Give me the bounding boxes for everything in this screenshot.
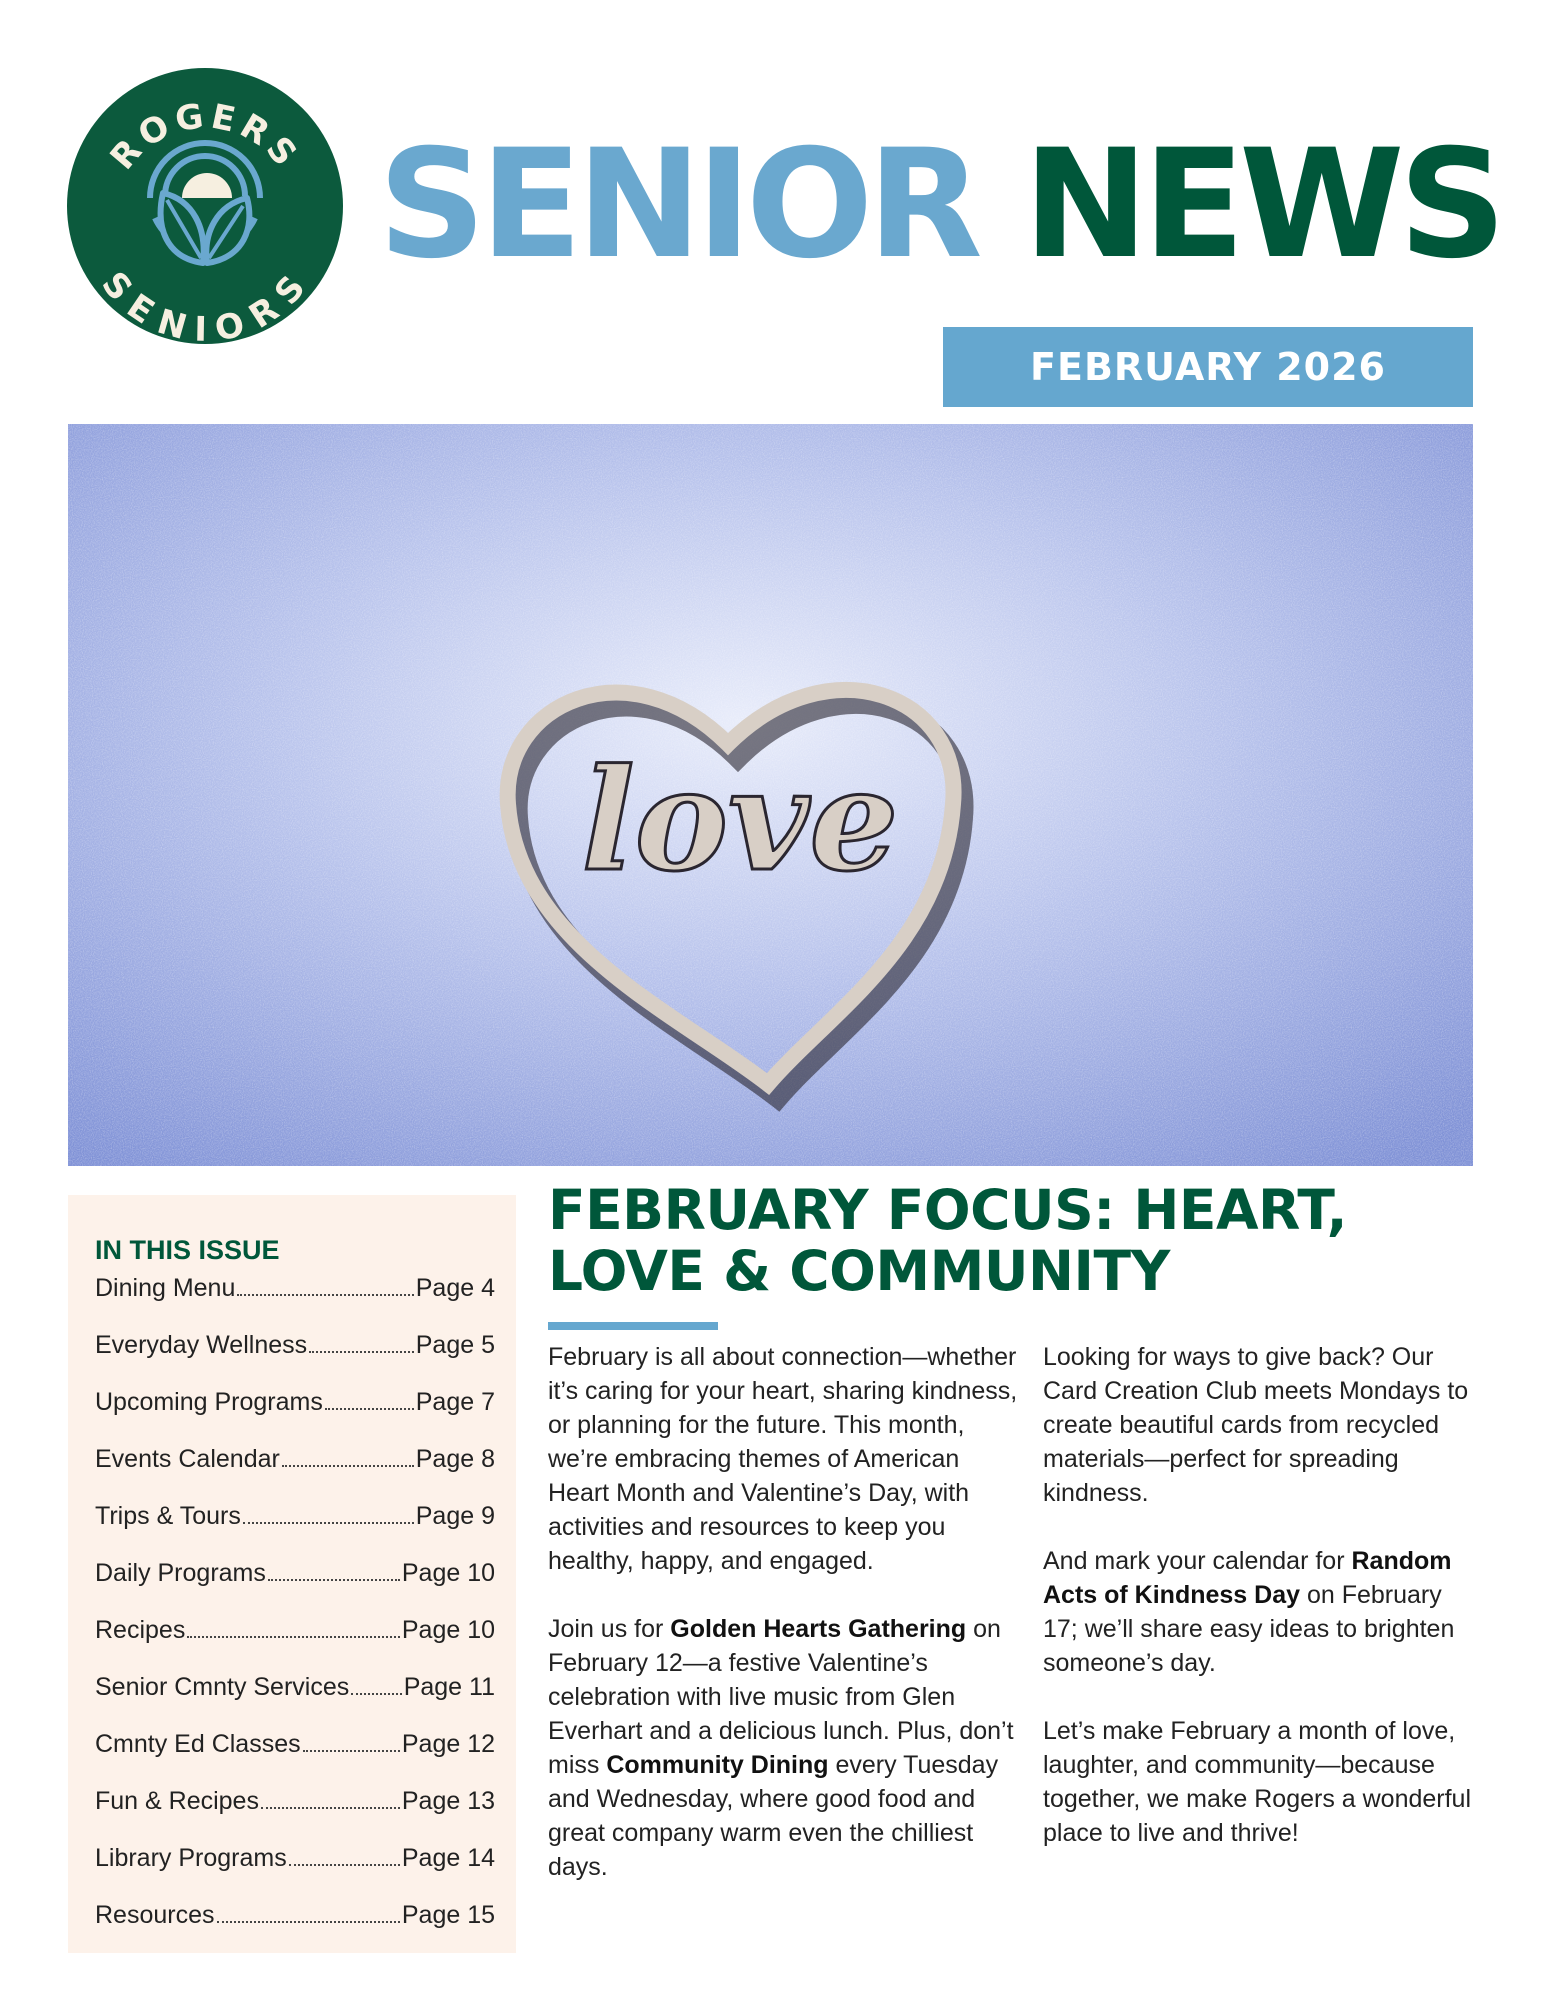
svg-text:ROGERS: ROGERS <box>102 95 308 178</box>
toc-item: Trips & Tours Page 9 <box>95 1502 495 1530</box>
issue-date-banner: FEBRUARY 2026 <box>943 327 1473 407</box>
toc-item: Everyday Wellness Page 5 <box>95 1331 495 1359</box>
toc-item: Events Calendar Page 8 <box>95 1445 495 1473</box>
article-paragraph: Join us for Golden Hearts Gathering on February 12—a festive Valentine’s celebration with live music from Glen Everhart and a delicious lunch. Plus, don’t miss Community Dining every Tuesday and Wednesday, where good food and great company warm even the chilliest days. <box>548 1615 1014 1881</box>
toc-item: Daily Programs Page 10 <box>95 1559 495 1587</box>
toc-item: Recipes Page 10 <box>95 1616 495 1644</box>
in-this-issue-panel <box>68 1195 516 1953</box>
masthead <box>378 120 1501 290</box>
article-headline: FEBRUARY FOCUS: HEART, LOVE & COMMUNITY <box>548 1178 1347 1303</box>
toc-item: Library Programs Page 14 <box>95 1844 495 1872</box>
masthead-news: NEWS <box>1023 118 1501 292</box>
article-paragraph: Let’s make February a month of love, laughter, and community—because together, we make Rogers a wonderful place to live and thrive! <box>1043 1717 1472 1847</box>
toc-item: Cmnty Ed Classes Page 12 <box>95 1730 495 1758</box>
toc-item: Senior Cmnty Services Page 11 <box>95 1673 495 1701</box>
rogers-seniors-logo <box>67 68 343 344</box>
toc-item: Resources Page 15 <box>95 1901 495 1929</box>
love-engraving: love <box>581 739 899 903</box>
hero-image <box>68 424 1473 1166</box>
toc-title: IN THIS ISSUE <box>95 1235 280 1265</box>
article-paragraph: And mark your calendar for Random Acts of Kindness Day on February 17; we’ll share easy ideas to brighten someone’s day. <box>1043 1547 1455 1677</box>
toc-item: Upcoming Programs Page 7 <box>95 1388 495 1416</box>
svg-text:SENIORS: SENIORS <box>93 264 317 344</box>
article-paragraph: February is all about connection—whether it’s caring for your heart, sharing kindness, or planning for the future. This month, we’re embracing themes of American Heart Month and Valentine’s Day, with activities and resources to keep you healthy, happy, and engaged. <box>548 1343 1018 1575</box>
article-paragraph: Looking for ways to give back? Our Card Creation Club meets Mondays to create beautiful cards from recycled materials—perfect for spreading kindness. <box>1043 1343 1469 1507</box>
article-column-2 <box>1043 1340 1473 1884</box>
toc-item: Dining Menu Page 4 <box>95 1274 495 1302</box>
masthead-senior: SENIOR <box>378 118 977 292</box>
article-column-1 <box>548 1340 1018 1918</box>
headline-rule <box>548 1322 718 1330</box>
toc-item: Fun & Recipes Page 13 <box>95 1787 495 1815</box>
